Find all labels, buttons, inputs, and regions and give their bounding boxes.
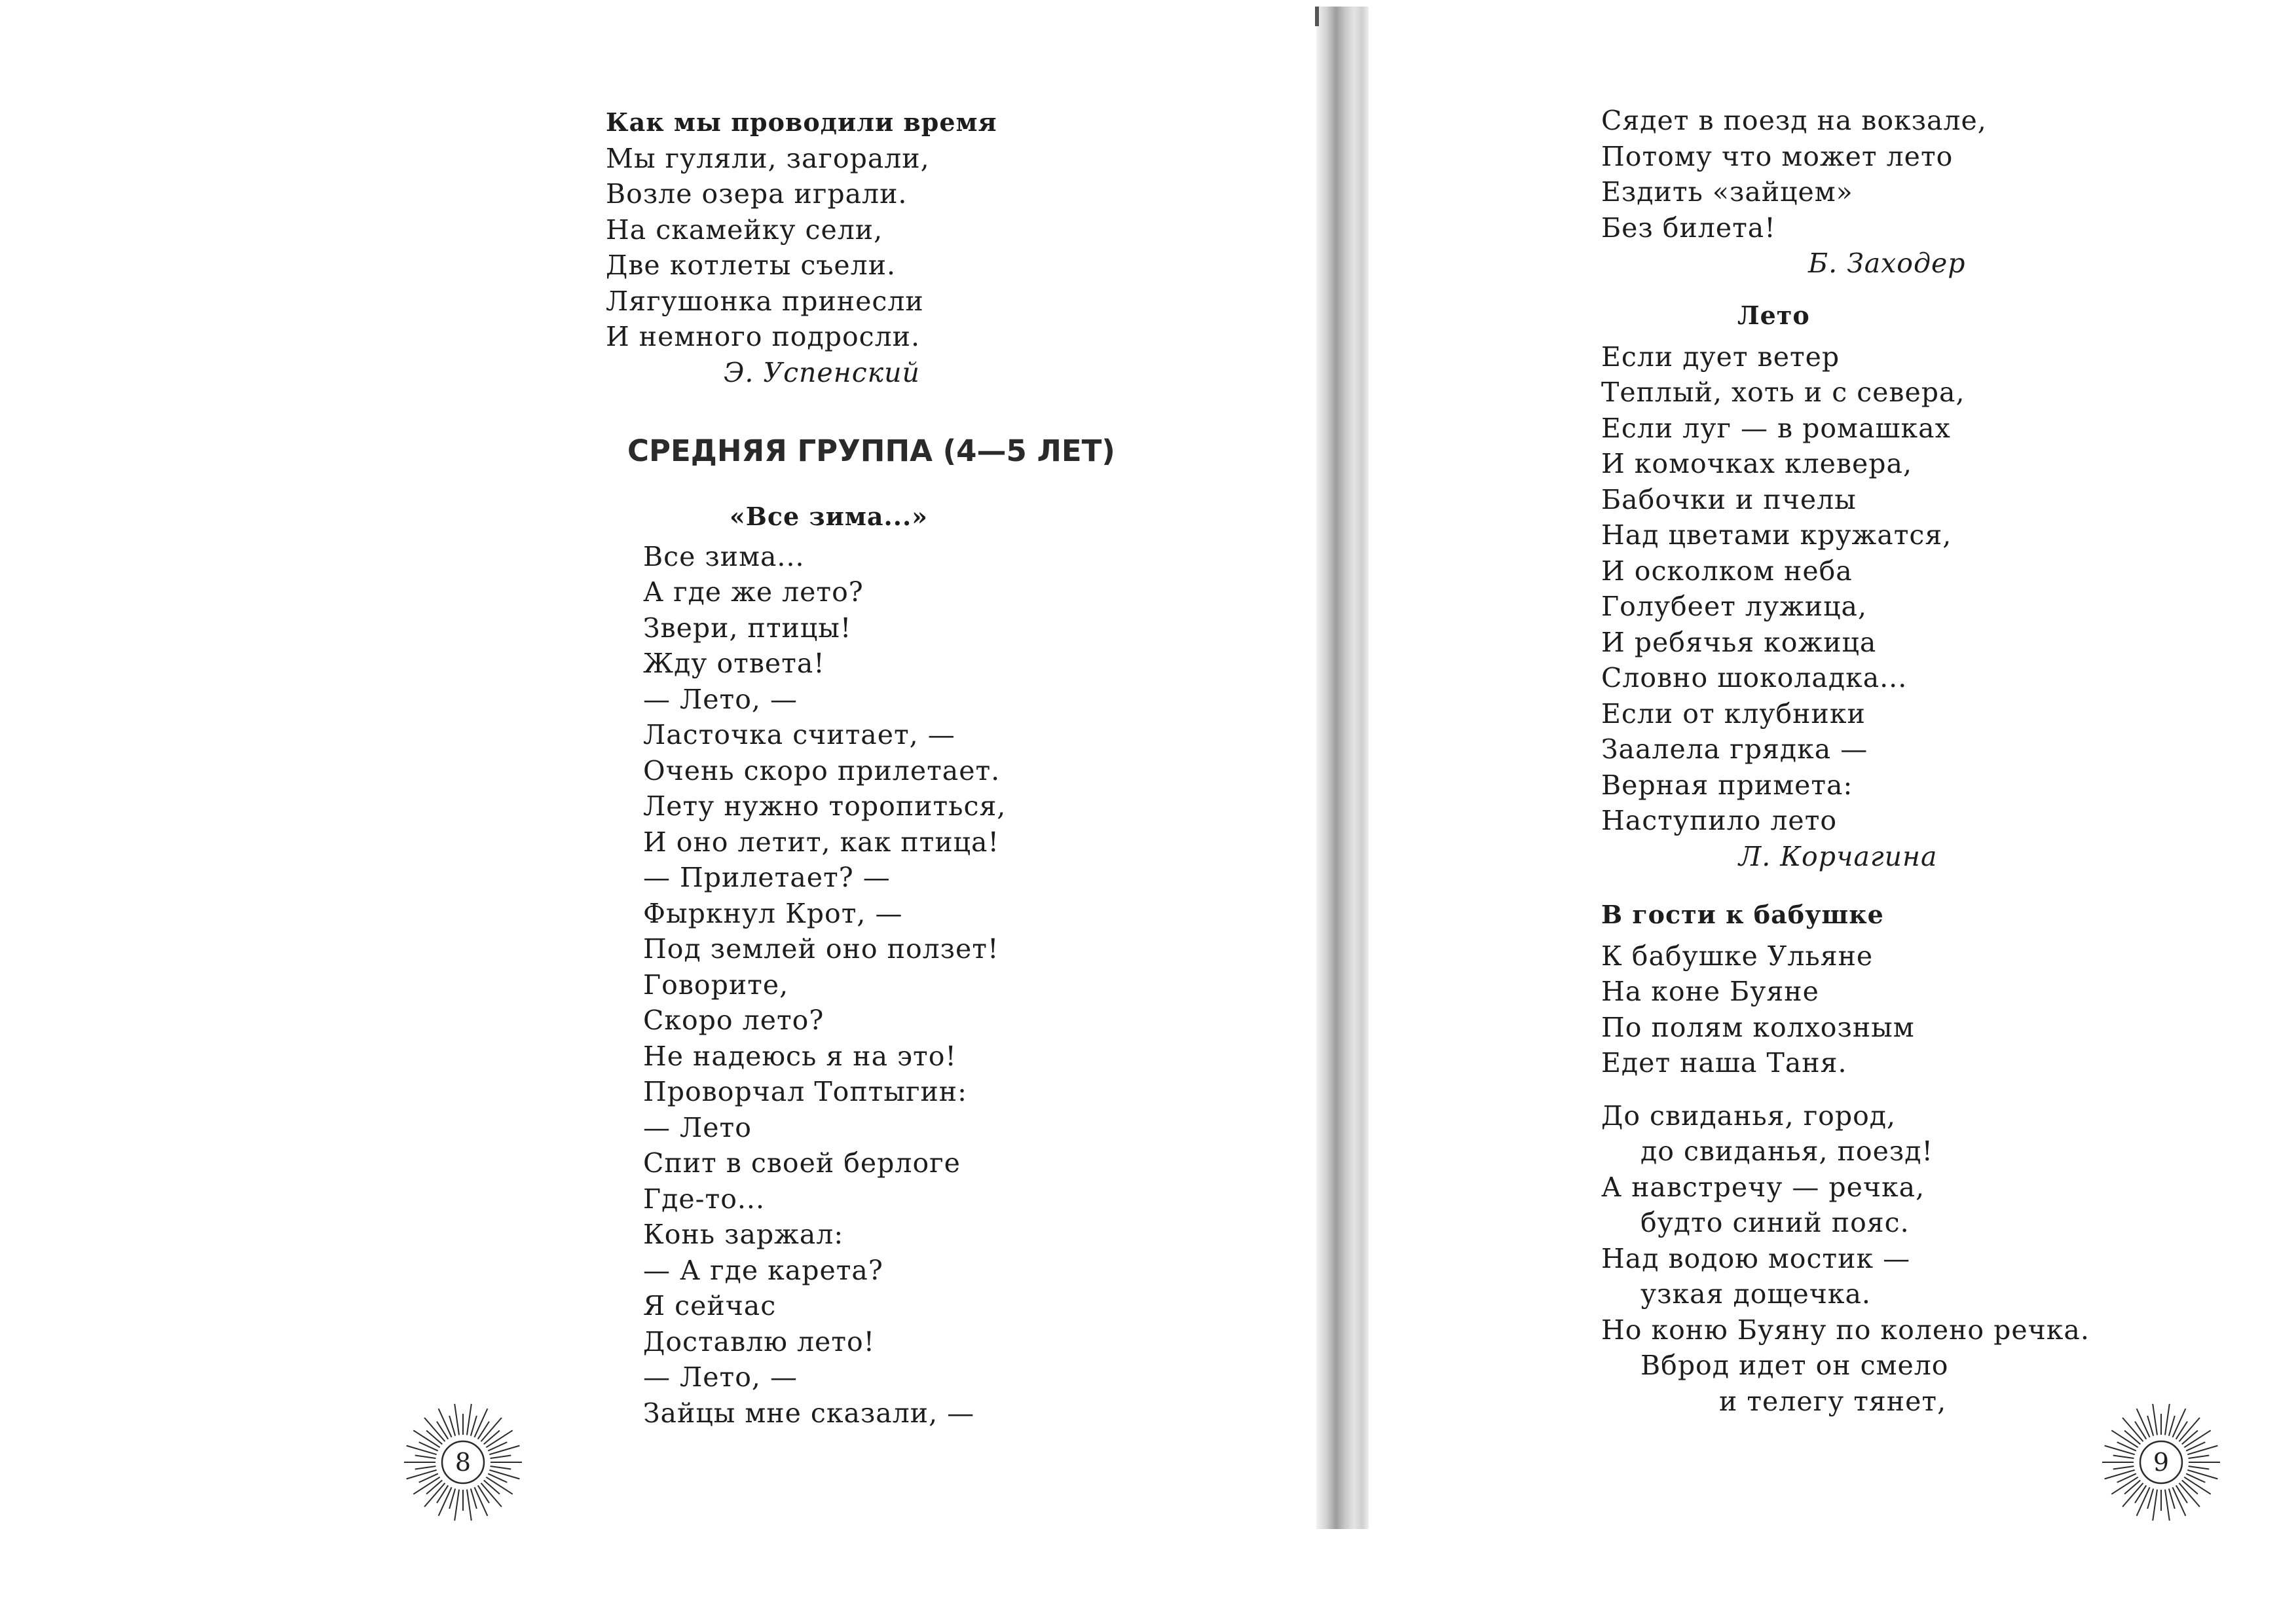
poem-line: будто синий пояс. <box>1640 1207 1910 1238</box>
poem-line: И оно летит, как птица! <box>643 826 999 858</box>
poem-line: Спит в своей берлоге <box>643 1147 961 1179</box>
page-number: 8 <box>454 1448 472 1477</box>
poem-line: Над цветами кружатся, <box>1601 519 1952 551</box>
poem-line: Ездить «зайцем» <box>1601 176 1853 208</box>
poem-line: — Лето, — <box>643 1361 798 1393</box>
sun-ornament-icon <box>401 1400 525 1524</box>
poem-line: Под землей оно ползет! <box>643 933 999 965</box>
poem-line: Лягушонка принесли <box>606 285 924 317</box>
poem-line: Верная примета: <box>1601 769 1853 801</box>
poem-line: Мы гуляли, загорали, <box>606 142 930 174</box>
poem-summer <box>1601 298 1965 874</box>
poem-line: Словно шоколадка... <box>1601 662 1908 693</box>
poem-line: Доставлю лето! <box>643 1325 876 1357</box>
poem-line: Ласточка считает, — <box>643 719 955 750</box>
poem-line: Лету нужно торопиться, <box>643 790 1007 822</box>
poem-line: Сядет в поезд на вокзале, <box>1601 105 1987 136</box>
poem-line: Звери, птицы! <box>643 612 852 644</box>
section-heading: СРЕДНЯЯ ГРУППА (4—5 ЛЕТ) <box>627 434 1115 468</box>
poem-line: Я сейчас <box>643 1290 777 1321</box>
poem-line: и телегу тянет, <box>1719 1385 1947 1417</box>
poem-line: На коне Буяне <box>1601 976 1819 1007</box>
poem-line: Над водою мостик — <box>1601 1242 1911 1274</box>
poem-line: Наступило лето <box>1601 805 1838 836</box>
poem-line: Конь заржал: <box>643 1219 844 1250</box>
poem-title: Лето <box>1737 301 1810 330</box>
poem-line: Где-то... <box>643 1183 765 1215</box>
poem-line: На скамейку сели, <box>606 213 883 246</box>
poem-line: Вброд идет он смело <box>1640 1350 1949 1381</box>
poem-line: И немного подросли. <box>606 321 921 352</box>
poem-title: «Все зима...» <box>730 502 928 531</box>
poem-line: Теплый, хоть и с севера, <box>1601 377 1965 408</box>
poem-line: И ребячья кожица <box>1601 626 1877 658</box>
poem-line: — А где карета? <box>643 1254 883 1286</box>
poem-continuation <box>1601 103 1987 282</box>
poem-line: Потому что может лето <box>1601 140 1954 172</box>
poem-line: Голубеет лужица, <box>1601 591 1867 622</box>
poem-line: до свиданья, поезд! <box>1640 1135 1933 1167</box>
poem-line: — Прилетает? — <box>643 862 891 893</box>
poem-line: Очень скоро прилетает. <box>643 754 1001 786</box>
poem-all-winter <box>643 499 1006 1431</box>
poem-line: — Лето <box>643 1111 752 1143</box>
poem-title: В гости к бабушке <box>1601 900 1884 929</box>
poem-line: узкая дощечка. <box>1640 1278 1871 1310</box>
poem-line: Заалела грядка — <box>1601 733 1868 765</box>
poem-title: Как мы проводили время <box>606 107 997 137</box>
poem-line: Две котлеты съели. <box>606 249 897 281</box>
poem-line: Если от клубники <box>1601 697 1866 729</box>
poem-line: Фыркнул Крот, — <box>643 897 903 929</box>
poem-how-we-spent-time <box>606 105 997 390</box>
poem-line: Бабочки и пчелы <box>1601 483 1857 515</box>
poem-author: Л. Корчагина <box>1739 840 1938 872</box>
poem-line: Жду ответа! <box>643 648 825 679</box>
poem-line: Не надеюсь я на это! <box>643 1040 957 1072</box>
poem-line: Проворчал Топтыгин: <box>643 1076 967 1107</box>
poem-line: Если дует ветер <box>1601 341 1840 373</box>
poem-line: Возле озера играли. <box>606 178 908 210</box>
poem-line: А навстречу — речка, <box>1601 1171 1925 1203</box>
page-number: 9 <box>2153 1448 2170 1477</box>
poem-author: Э. Успенский <box>724 356 920 388</box>
poem-author: Б. Заходер <box>1808 248 1966 279</box>
poem-line: Все зима... <box>643 540 805 572</box>
right-page <box>1359 0 2279 1532</box>
poem-line: Едет наша Таня. <box>1601 1047 1847 1079</box>
sun-ornament-icon <box>2099 1400 2223 1524</box>
poem-line: Говорите, <box>643 969 789 1001</box>
poem-visiting-grandma <box>1601 897 2090 1419</box>
poem-line: И комочках клевера, <box>1601 448 1913 479</box>
poem-line: — Лето, — <box>643 683 798 715</box>
poem-line: Но коню Буяну по колено речка. <box>1601 1314 2090 1346</box>
poem-line: К бабушке Ульяне <box>1601 940 1874 972</box>
poem-line: А где же лето? <box>643 576 864 608</box>
poem-line: Зайцы мне сказали, — <box>643 1397 975 1429</box>
poem-line: До свиданья, город, <box>1601 1099 1897 1132</box>
poem-line: И осколком неба <box>1601 555 1853 587</box>
poem-line: Скоро лето? <box>643 1005 825 1036</box>
poem-line: По полям колхозным <box>1601 1011 1915 1043</box>
poem-line: Если луг — в ромашках <box>1601 412 1951 444</box>
poem-line: Без билета! <box>1601 212 1776 244</box>
